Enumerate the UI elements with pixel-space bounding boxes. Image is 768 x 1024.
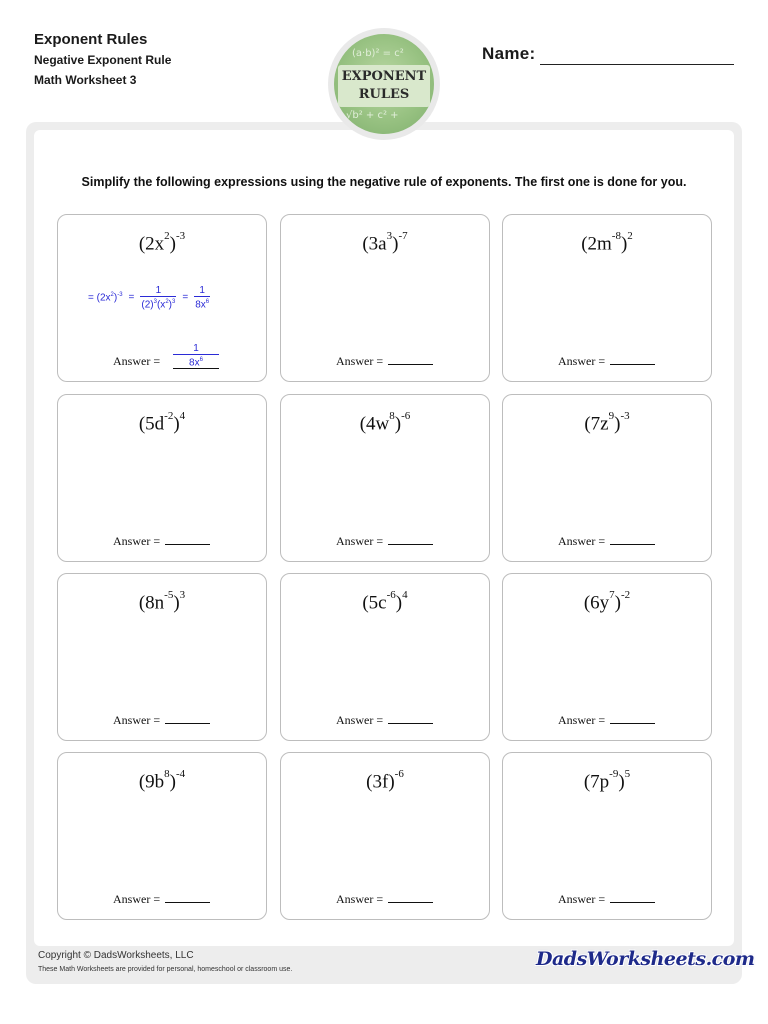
- problem-card: [57, 394, 267, 562]
- logo-text: [338, 68, 430, 104]
- logo-line-1: EXPONENT: [341, 69, 427, 84]
- answer-row: [336, 354, 433, 369]
- equals-sign: =: [128, 292, 135, 304]
- inner-exponent: 7: [609, 589, 615, 601]
- close-paren: ): [169, 771, 176, 793]
- close-paren: ): [395, 592, 403, 614]
- problem-card: [502, 573, 712, 741]
- logo-deco-bottom: √b² + c² +: [346, 110, 399, 121]
- problem-expression: [281, 410, 489, 435]
- answer-label: Answer =: [558, 354, 606, 368]
- problem-card: [57, 752, 267, 920]
- outer-exponent: -3: [175, 230, 186, 242]
- logo-line-2: RULES: [358, 87, 410, 102]
- problem-base: (7p: [583, 771, 610, 793]
- answer-blank[interactable]: [165, 721, 210, 724]
- problem-expression: [281, 768, 489, 793]
- answer-label: Answer =: [558, 713, 606, 727]
- answer-blank[interactable]: [610, 900, 655, 903]
- answer-row: [558, 354, 655, 369]
- answer-label: Answer =: [336, 534, 384, 548]
- answer-row: [336, 534, 433, 549]
- outer-exponent: -3: [620, 410, 630, 422]
- problem-expression: [503, 230, 711, 255]
- answer-row: [113, 892, 210, 907]
- inner-exponent: -5: [164, 589, 174, 601]
- outer-exponent: 4: [179, 410, 186, 422]
- inner-exponent: 2: [164, 230, 170, 242]
- problem-base: (4w: [359, 413, 390, 435]
- answer-label: Answer =: [113, 713, 161, 727]
- problem-expression: [281, 589, 489, 614]
- problem-card: [502, 394, 712, 562]
- problem-expression: [58, 410, 266, 435]
- problem-base: (2x: [138, 233, 165, 255]
- problem-base: (5c: [362, 592, 387, 614]
- problem-expression: [58, 768, 266, 793]
- answer-row: [336, 892, 433, 907]
- problem-card: [57, 214, 267, 382]
- close-paren: ): [169, 233, 176, 255]
- answer-blank[interactable]: [388, 900, 433, 903]
- answer-row: [113, 713, 210, 728]
- answer-blank[interactable]: [165, 542, 210, 545]
- answer-label: Answer =: [336, 713, 384, 727]
- answer-label: Answer =: [558, 892, 606, 906]
- outer-exponent: -4: [175, 768, 186, 780]
- name-label: Name:: [482, 44, 536, 63]
- outer-exponent: -6: [394, 768, 404, 780]
- inner-exponent: -2: [164, 410, 174, 422]
- example-step-1: = $(2x^2)^{-3}$: [88, 292, 123, 304]
- answer-blank[interactable]: [610, 362, 655, 365]
- outer-exponent: 3: [179, 589, 186, 601]
- worked-example: [88, 285, 248, 310]
- problem-base: (2m: [581, 233, 612, 255]
- inner-exponent: 8: [389, 410, 395, 422]
- answer-row: [113, 534, 210, 549]
- equals-sign: =: [182, 292, 189, 304]
- answer-blank[interactable]: [165, 900, 210, 903]
- outer-exponent: -6: [401, 410, 411, 422]
- problem-expression: [503, 589, 711, 614]
- outer-exponent: 4: [402, 589, 408, 601]
- answer-label: Answer =: [336, 892, 384, 906]
- outer-exponent: -2: [620, 589, 631, 601]
- problem-base: (3a: [362, 233, 387, 255]
- name-line: [540, 64, 734, 65]
- answer-blank[interactable]: [388, 721, 433, 724]
- close-paren: ): [614, 592, 621, 614]
- problem-base: (9b: [138, 771, 165, 793]
- inner-exponent: 9: [608, 410, 615, 422]
- outer-exponent: 2: [627, 230, 633, 242]
- instructions: Simplify the following expressions using the negative rule of exponents. The first one is done for you.: [81, 175, 687, 189]
- problem-card: [57, 573, 267, 741]
- inner-exponent: 8: [164, 768, 170, 780]
- inner-exponent: 3: [386, 230, 393, 242]
- close-paren: ): [620, 233, 628, 255]
- worksheet-title: Exponent Rules: [34, 31, 148, 48]
- inner-exponent: -6: [386, 589, 396, 601]
- answer-blank[interactable]: [610, 721, 655, 724]
- answer-label: Answer =: [558, 534, 606, 548]
- answer-row: [113, 354, 160, 369]
- close-paren: ): [388, 771, 395, 793]
- close-paren: ): [618, 771, 625, 793]
- problem-card: [502, 752, 712, 920]
- answer-label: Answer =: [113, 892, 161, 906]
- problem-base: (7z: [584, 413, 609, 435]
- problem-card: [280, 752, 490, 920]
- worksheet-number: Math Worksheet 3: [34, 73, 137, 87]
- problem-expression: [503, 410, 711, 435]
- close-paren: ): [392, 233, 399, 255]
- problem-expression: [281, 230, 489, 255]
- answer-blank[interactable]: [610, 542, 655, 545]
- example-answer: $\frac{1}{8x^6}$: [173, 343, 219, 369]
- answer-row: [558, 892, 655, 907]
- problem-expression: [58, 589, 266, 614]
- close-paren: ): [173, 413, 180, 435]
- close-paren: ): [614, 413, 621, 435]
- answer-row: [558, 713, 655, 728]
- answer-blank[interactable]: [388, 362, 433, 365]
- worksheet-subtitle: Negative Exponent Rule: [34, 53, 172, 67]
- problem-expression: [58, 230, 266, 255]
- problem-base: (5d: [138, 413, 165, 435]
- example-fraction-1: $\frac{1}{(2)^3(x^2)^3}$: [141, 285, 176, 311]
- disclaimer-text: These Math Worksheets are provided for personal, homeschool or classroom use.: [38, 966, 293, 973]
- problem-card: [280, 573, 490, 741]
- answer-label: Answer =: [113, 534, 161, 548]
- answer-blank[interactable]: [388, 542, 433, 545]
- problem-base: (3f: [366, 771, 389, 793]
- logo-deco-top: (a·b)² = c²: [352, 48, 404, 59]
- problem-base: (8n: [138, 592, 165, 614]
- answer-row: [558, 534, 655, 549]
- brand-logo[interactable]: DadsWorksheets.com: [536, 948, 755, 970]
- copyright-text: Copyright © DadsWorksheets, LLC: [38, 950, 194, 961]
- close-paren: ): [173, 592, 180, 614]
- answer-label: Answer =: [336, 354, 384, 368]
- problem-base: (6y: [583, 592, 610, 614]
- example-fraction-2: $\frac{1}{8x^6}$: [195, 285, 210, 311]
- inner-exponent: -8: [611, 230, 621, 242]
- inner-exponent: -9: [609, 768, 619, 780]
- problem-card: [280, 214, 490, 382]
- problem-card: [502, 214, 712, 382]
- close-paren: ): [394, 413, 402, 435]
- problem-expression: [503, 768, 711, 793]
- answer-label: Answer =: [113, 354, 161, 368]
- problem-card: [280, 394, 490, 562]
- answer-row: [336, 713, 433, 728]
- outer-exponent: 5: [624, 768, 631, 780]
- outer-exponent: -7: [398, 230, 408, 242]
